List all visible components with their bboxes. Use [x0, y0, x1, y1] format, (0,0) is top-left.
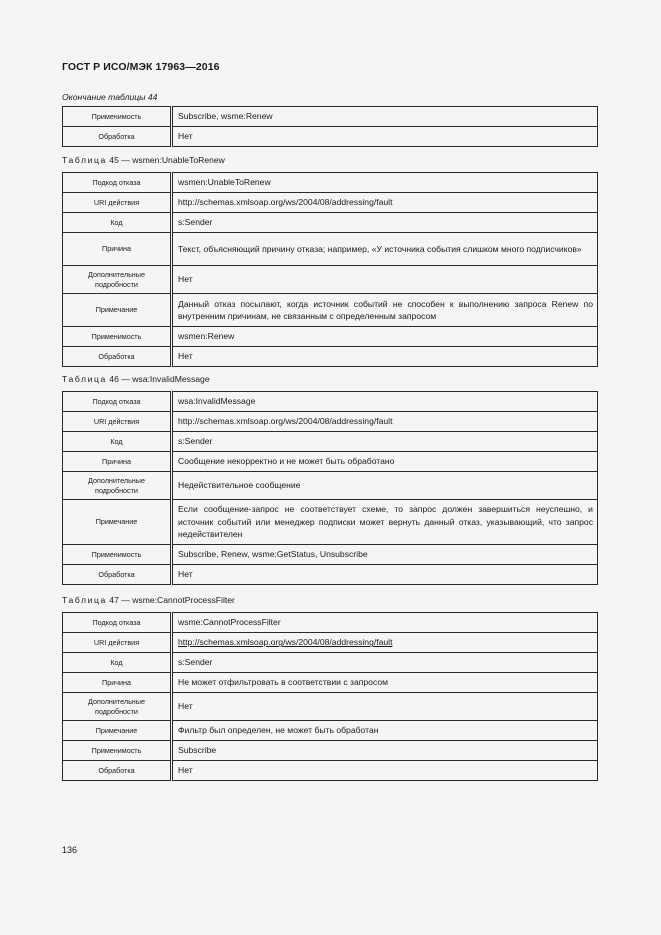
table-row	[63, 633, 598, 653]
row-value: wsmen:Renew	[172, 327, 598, 347]
row-label: Код	[63, 653, 172, 673]
table44-caption: Окончание таблицы 44	[62, 92, 158, 102]
table-row	[63, 452, 598, 472]
page-number: 136	[62, 845, 78, 855]
table-row	[63, 741, 598, 761]
row-value: Нет	[172, 565, 598, 585]
table-row	[63, 327, 598, 347]
row-label: Применимость	[63, 545, 172, 565]
table-row	[63, 294, 598, 327]
row-label: Примечание	[63, 500, 172, 545]
row-value: Нет	[172, 761, 598, 781]
table-row	[63, 545, 598, 565]
row-label: Дополнительные подробности	[63, 693, 172, 721]
table-row	[63, 213, 598, 233]
row-value: http://schemas.xmlsoap.org/ws/2004/08/addressing/fault	[172, 193, 598, 213]
page-title: ГОСТ Р ИСО/МЭК 17963—2016	[62, 61, 220, 73]
table-row	[63, 127, 598, 147]
table-row	[63, 472, 598, 500]
table-row	[63, 233, 598, 266]
row-label: Обработка	[63, 347, 172, 367]
row-label: Причина	[63, 233, 172, 266]
row-label: Дополнительные подробности	[63, 472, 172, 500]
row-value: Недействительное сообщение	[172, 472, 598, 500]
table45	[62, 172, 598, 367]
row-label: Примечание	[63, 721, 172, 741]
caption-prefix: Таблица	[62, 374, 107, 384]
row-label: Код	[63, 432, 172, 452]
row-label: Причина	[63, 452, 172, 472]
caption-text: 45 — wsmen:UnableToRenew	[106, 155, 225, 165]
row-value: Subscribe, wsme:Renew	[172, 107, 598, 127]
table47-caption	[62, 595, 235, 605]
caption-prefix: Таблица	[62, 155, 107, 165]
row-value: Subscribe	[172, 741, 598, 761]
row-label: Дополнительные подробности	[63, 266, 172, 294]
caption-text: 46 — wsa:InvalidMessage	[106, 374, 210, 384]
table-row	[63, 412, 598, 432]
table47	[62, 612, 598, 781]
row-value: Нет	[172, 693, 598, 721]
table-row	[63, 392, 598, 412]
caption-prefix: Таблица	[62, 595, 107, 605]
table-row	[63, 266, 598, 294]
table44-end	[62, 106, 598, 147]
row-value: wsmen:UnableToRenew	[172, 173, 598, 193]
row-label: Примечание	[63, 294, 172, 327]
row-value: Данный отказ посылают, когда источник событий не способен к выполнению запроса Renew по внутренним причинам, не связанным с определенным запросом	[172, 294, 598, 327]
row-value: http://schemas.xmlsoap.org/ws/2004/08/addressing/fault	[172, 412, 598, 432]
row-label: Обработка	[63, 761, 172, 781]
table46-caption	[62, 374, 210, 384]
row-label: Обработка	[63, 565, 172, 585]
table-row	[63, 500, 598, 545]
row-value: Subscribe, Renew, wsme:GetStatus, Unsubscribe	[172, 545, 598, 565]
table-row	[63, 721, 598, 741]
row-value: Нет	[172, 266, 598, 294]
row-value: http://schemas.xmlsoap.org/ws/2004/08/addressing/fault	[172, 633, 598, 653]
row-label: Причина	[63, 673, 172, 693]
row-value: Фильтр был определен, не может быть обработан	[172, 721, 598, 741]
row-value: Не может отфильтровать в соответствии с запросом	[172, 673, 598, 693]
row-label: URI действия	[63, 633, 172, 653]
caption-text: 47 — wsme:CannotProcessFilter	[106, 595, 235, 605]
table-row	[63, 693, 598, 721]
table45-caption	[62, 155, 225, 165]
row-label: Код	[63, 213, 172, 233]
table-row	[63, 347, 598, 367]
table-row	[63, 432, 598, 452]
row-value: s:Sender	[172, 213, 598, 233]
row-label: Обработка	[63, 127, 172, 147]
row-label: Подкод отказа	[63, 392, 172, 412]
row-label: Подкод отказа	[63, 613, 172, 633]
table-row	[63, 565, 598, 585]
table-row	[63, 107, 598, 127]
row-value: Сообщение некорректно и не может быть обработано	[172, 452, 598, 472]
table-row	[63, 761, 598, 781]
table-row	[63, 613, 598, 633]
row-label: Применимость	[63, 741, 172, 761]
table-row	[63, 193, 598, 213]
row-label: URI действия	[63, 412, 172, 432]
row-value: wsme:CannotProcessFilter	[172, 613, 598, 633]
row-label: Подкод отказа	[63, 173, 172, 193]
table-row	[63, 173, 598, 193]
row-label: Применимость	[63, 327, 172, 347]
table-row	[63, 653, 598, 673]
row-value: Если сообщение-запрос не соответствует схеме, то запрос должен завершиться неуспешно, и источник событий или менеджер подписки может вернуть данный отказ, указывающий, что запрос недействителен	[172, 500, 598, 545]
table-row	[63, 673, 598, 693]
table46	[62, 391, 598, 585]
row-label: Применимость	[63, 107, 172, 127]
row-value: Нет	[172, 127, 598, 147]
row-value: wsa:InvalidMessage	[172, 392, 598, 412]
row-value: Текст, объясняющий причину отказа; например, «У источника события слишком много подписчиков»	[172, 233, 598, 266]
row-value: s:Sender	[172, 653, 598, 673]
row-value: Нет	[172, 347, 598, 367]
row-label: URI действия	[63, 193, 172, 213]
row-value: s:Sender	[172, 432, 598, 452]
